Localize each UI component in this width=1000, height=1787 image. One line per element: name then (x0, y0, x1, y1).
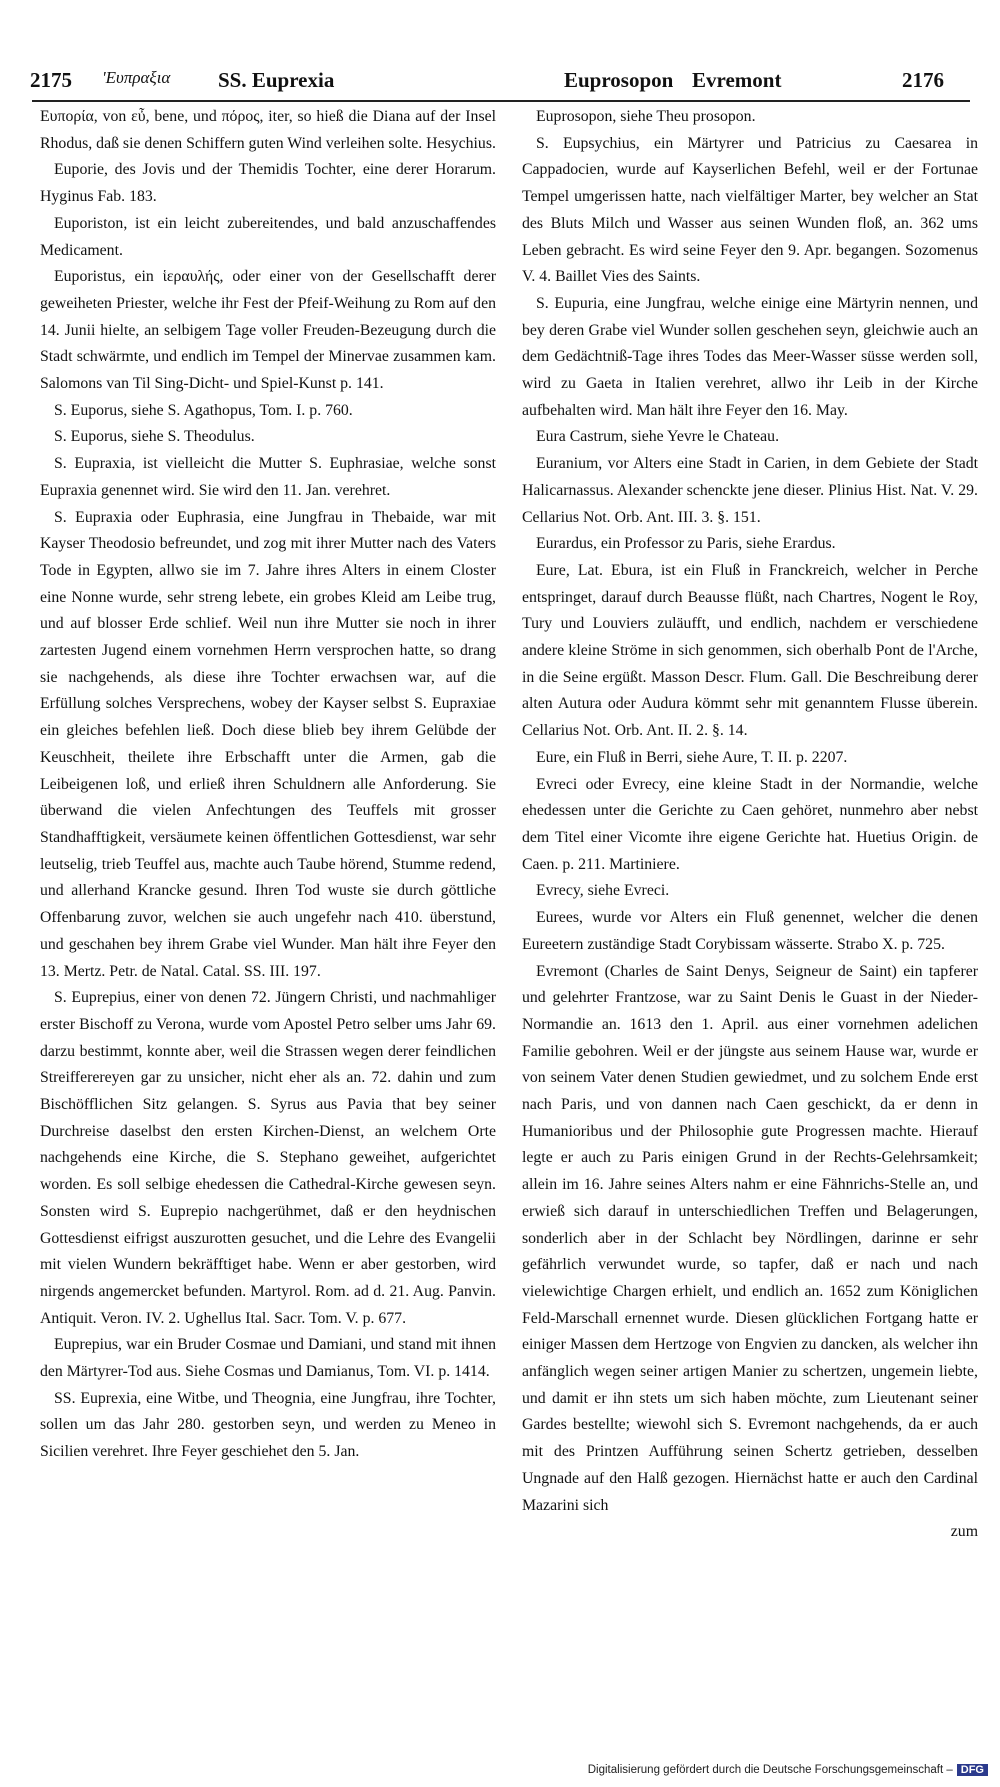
entry: S. Euprepius, einer von denen 72. Jüngern Christi, und nachmahliger erster Bischoff zu Verona, wurde vom Apostel Petro selber ums Jahr 69. darzu bestimmt, konnte aber, weil die Strassen wegen derer feindlichen Streifferereyen gar zu unsicher, nicht eher als an. 72. dahin und zum Bischöfflichen Sitz gelangen. S. Syrus aus Pavia that bey seiner Durchreise daselbst den ersten Kirchen-Dienst, an welchem Orte nachgehends eine Kirche, die S. Stephano geweihet, aufgerichtet worden. Es soll selbige ehedessen die Cathedral-Kirche gewesen seyn. Sonsten wird S. Euprepio nachgerühmet, daß er den heydnischen Gottesdienst eifrigst auszurotten gesuchet, und die Lehre des Evangelii mit vielen Wundern bekräfftiget habe. Wenn er aber gestorben, wird nirgends angemercket befunden. Martyrol. Rom. ad d. 21. Aug. Panvin. Antiquit. Veron. IV. 2. Ughellus Ital. Sacr. Tom. V. p. 677. (40, 989, 496, 1327)
entry: Evrecy, siehe Evreci. (536, 882, 670, 900)
entry: Evreci oder Evrecy, eine kleine Stadt in der Normandie, welche ehedessen unter die Gerichte zu Caen gehöret, nunmehro aber nebst dem Titel einer Vicomte ihre eigene Gerichte hat. Huetius Origin. de Caen. p. 211. Martiniere. (522, 775, 978, 873)
entry: Euranium, vor Alters eine Stadt in Carien, in dem Gebiete der Stadt Halicarnassus. Alexander schenckte jene dieser. Plinius Hist. Nat. V. 29. Cellarius Not. Orb. Ant. III. 3. §. 151. (522, 455, 978, 526)
footer-text: Digitalisierung gefördert durch die Deutsche Forschungsgemeinschaft – (587, 1764, 953, 1776)
entry: Eurees, wurde vor Alters ein Fluß genennet, welcher die denen Eureetern zuständige Stadt Corybissam wässerte. Strabo X. p. 725. (522, 909, 978, 953)
left-page-number: 2175 (30, 68, 72, 92)
entry: Eura Castrum, siehe Yevre le Chateau. (536, 428, 780, 446)
right-page-number: 2176 (902, 68, 944, 92)
page-header (30, 68, 970, 98)
entry: S. Euporus, siehe S. Agathopus, Tom. I. p. 760. (54, 401, 353, 419)
entry: Ευπορία, von εὖ, bene, und πόρος, iter, so hieß die Diana auf der Insel Rhodus, daß sie denen Schiffern guten Wind verleihen solte. Hesychius. (40, 108, 496, 152)
right-column (522, 104, 978, 1546)
entry: Euprosopon, siehe Theu prosopon. (536, 108, 756, 125)
left-running-title: SS. Euprexia (218, 68, 335, 92)
entry: Eurardus, ein Professor zu Paris, siehe Erardus. (536, 535, 836, 553)
dfg-footer (588, 1764, 988, 1776)
dfg-logo: DFG (957, 1764, 988, 1776)
header-rule (32, 100, 970, 102)
entry: S. Eupsychius, ein Märtyrer und Patricius zu Caesarea in Cappadocien, wurde auf Kayserlichen Befehl, weil er der Fortunae Tempel umgerissen hatte, nach vielfältiger Marter, bey welcher an Stat des Bluts Milch und Wasser aus seinen Wunden floß, an. 362 ums Leben gebracht. Es wird seine Feyer den 9. Apr. begangen. Sozomenus V. 4. Baillet Vies des Saints. (522, 134, 978, 286)
entry: Evremont (Charles de Saint Denys, Seigneur de Saint) ein tapferer und gelehrter Frantzose, war zu Saint Denis le Guast in der Nieder-Normandie an. 1613 den 1. April. aus einer vornehmen adelichen Familie gebohren. Weil er der jüngste aus seinem Hause war, wurde er von seinem Vater denen Studien gewiedmet, und zu solchem Ende erst nach Paris, und von dannen nach Caen geschickt, da er denn in Humanioribus und der Philosophie gute Progressen machte. Hierauf legte er auch zu Paris einigen Grund in der Rechts-Gelehrsamkeit; allein im 16. Jahre seines Alters nahm er eine Fähnrichs-Stelle an, und erwieß sich darauf in unterschiedlichen Treffen und Belagerungen, sonderlich aber in der Schlacht bey Nördlingen, darinne er sehr gefährlich verwundet wurde, so tapfer, daß er nach und nach vielewichtige Chargen erhielt, und endlich an. 1652 zum Königlichen Feld-Marschall ernennet wurde. Diesen glücklichen Fortgang hatte er einiger Massen dem Hertzoge von Engvien zu dancken, als welcher ihn anfänglich wegen seiner artigen Manier zu schertzen, ungemein liebte, und damit er ihn stets um sich haben möchte, zum Lieutenant seiner Gardes bestellte; wiewohl sich S. Evremont nachgehends, da er auch mit des Printzen Aufführung seinen Schertz getrieben, desselben Ungnade auf den Halß gezogen. Hiernächst hatte er auch den Cardinal Mazarini sich (522, 962, 978, 1514)
entry: Euporie, des Jovis und der Themidis Tochter, eine derer Horarum. Hyginus Fab. 183. (40, 161, 496, 206)
right-running-title-a: Euprosopon (564, 68, 674, 92)
entry: Euporiston, ist ein leicht zubereitendes, und bald anzuschaffendes Medicament. (40, 214, 496, 259)
entry: S. Eupraxia oder Euphrasia, eine Jungfrau in Thebaide, war mit Kayser Theodosio befreundet, und zog mit ihrer Mutter nach des Vaters Tode in Egypten, allwo sie im 7. Jahre ihres Alters in einem Closter eine Nonne wurde, sehr streng lebete, ein grobes Kleid am Leibe trug, und auf blosser Erde schlief. Weil nun ihre Mutter sie noch in ihrer zartesten Jugend einem vornehmen Herrn versprochen hatte, so drang sie nachgehends, als diese ihre Tochter erwachsen war, auf die Erfüllung solches Versprechens, wobey der Kayser selbst S. Eupraxiae ein gleiches befehlen ließ. Doch diese blieb bey ihrem Gelübde der Keuschheit, theilete ihre Erbschafft unter die Armen, gab die Leibeigenen loß, und erließ ihren Schuldnern alle Anforderung. Sie überwand die vielen Anfechtungen des Teuffels mit grosser Standhafftigkeit, versäumete keinen öffentlichen Gottesdienst, war sehr leutselig, trieb Teuffel aus, machte auch Taube hörend, Stumme redend, und allerhand Krancke gesund. Ihren Tod wuste sie durch göttliche Offenbarung zuvor, welchen sie auch ungefehr nach 410. überstund, und geschahen bey ihrem Grabe viel Wunder. Man hält ihre Feyer den 13. Mertz. Petr. de Natal. Catal. SS. III. 197. (40, 508, 496, 980)
entry: Eure, Lat. Ebura, ist ein Fluß in Franckreich, welcher in Perche entspringet, darauf durch Beausse flüßt, nach Chartres, Nogent le Roy, Tury und Louviers zuläufft, und endlich, nachdem er verschiedene andere kleine Ströme in sich genommen, sich oberhalb Pont de l'Arche, in die Seine ergüßt. Masson Descr. Flum. Gall. Die Beschreibung derer alten Autura oder Audura kömmt sehr mit genanntem Flusse überein. Cellarius Not. Orb. Ant. II. 2. §. 14. (522, 561, 978, 740)
entry: SS. Euprexia, eine Witbe, und Theognia, eine Jungfrau, ihre Tochter, sollen um das Jahr 280. gestorben seyn, und werden zu Meneo in Sicilien verehret. Ihre Feyer geschiehet den 5. Jan. (40, 1389, 496, 1461)
entry: S. Eupuria, eine Jungfrau, welche einige eine Märtyrin nennen, und bey deren Grabe viel Wunder sollen geschehen seyn, gleichwie auch an dem Gedächtniß-Tage ihres Todes das Meer-Wasser süsse werden soll, wird zu Gaeta in Italien verehret, allwo ihr Leib in der Kirche aufbehalten wird. Man hält ihre Feyer den 16. May. (522, 294, 978, 419)
left-column (40, 104, 496, 1466)
right-running-title-b: Evremont (692, 68, 782, 92)
entry: Eure, ein Fluß in Berri, siehe Aure, T. II. p. 2207. (536, 748, 848, 766)
entry: Euprepius, war ein Bruder Cosmae und Damiani, und stand mit ihnen den Märtyrer-Tod aus. Siehe Cosmas und Damianus, Tom. VI. p. 1414. (40, 1336, 496, 1381)
entry: Euporistus, ein ἱεραυλής, oder einer von der Gesellschafft derer geweiheten Priester, welche ihr Fest der Pfeif-Weihung zu Rom auf den 14. Junii hielte, an selbigem Tage voller Freuden-Bezeugung durch die Stadt schwärmte, und endlich im Tempel der Minervae zusammen kam. Salomons van Til Sing-Dicht- und Spiel-Kunst p. 141. (40, 268, 496, 393)
entry: S. Eupraxia, ist vielleicht die Mutter S. Euphrasiae, welche sonst Eupraxia genennet wird. Sie wird den 11. Jan. verehret. (40, 455, 496, 499)
entry: S. Euporus, siehe S. Theodulus. (54, 428, 255, 446)
catchword: zum (950, 1523, 978, 1541)
greek-catchword: 'Ευπραξια (102, 68, 171, 87)
